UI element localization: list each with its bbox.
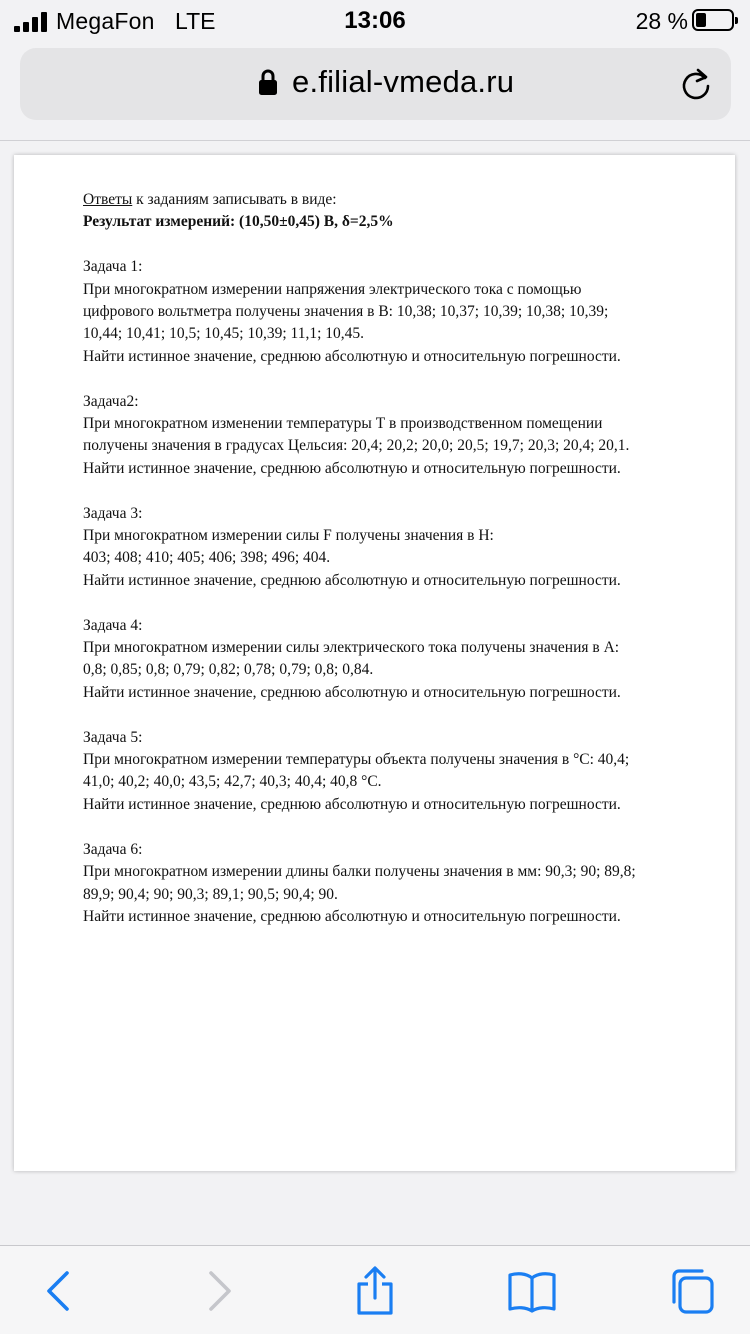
task-block <box>83 615 703 705</box>
task-text-line: Найти истинное значение, среднюю абсолютную и относительную погрешности. <box>83 907 621 925</box>
task-text-line: При многократном измерении напряжения электрического тока с помощью <box>83 280 582 298</box>
status-time: 13:06 <box>344 7 406 34</box>
url-text[interactable]: e.filial-vmeda.ru <box>292 64 515 99</box>
task-text-line: 10,44; 10,41; 10,5; 10,45; 10,39; 11,1; 10,45. <box>83 325 365 343</box>
task-text-line: Найти истинное значение, среднюю абсолютную и относительную погрешности. <box>83 459 621 477</box>
task-title: Задача2: <box>83 392 139 410</box>
battery-icon <box>692 9 734 31</box>
task-block <box>83 256 703 368</box>
intro-underlined: Ответы <box>83 191 133 208</box>
task-text-line: Найти истинное значение, среднюю абсолютную и относительную погрешности. <box>83 795 621 813</box>
task-title: Задача 1: <box>83 258 143 276</box>
top-divider <box>0 140 750 141</box>
carrier-name: MegaFon <box>56 8 155 34</box>
book-icon <box>507 1266 557 1316</box>
bottom-toolbar <box>0 1246 750 1334</box>
intro-format: Результат измерений: (10,50±0,45) В, δ=2,5% <box>83 213 394 231</box>
tabs-button[interactable] <box>666 1266 716 1316</box>
task-block <box>83 727 703 817</box>
paragraph-gap <box>83 704 703 726</box>
chevron-right-icon <box>194 1266 244 1316</box>
status-bar <box>0 0 750 42</box>
task-text-line: При многократном измерении силы электрического тока получены значения в А: <box>83 639 620 657</box>
task-text-line: При многократном измерении температуры объекта получены значения в °С: 40,4; <box>83 751 630 769</box>
task-title: Задача 5: <box>83 728 143 746</box>
task-text-line: 403; 408; 410; 405; 406; 398; 496; 404. <box>83 549 331 567</box>
task-title: Задача 3: <box>83 504 143 522</box>
task-text-line: При многократном измерении силы F получены значения в Н: <box>83 527 494 545</box>
task-text-line: 0,8; 0,85; 0,8; 0,79; 0,82; 0,78; 0,79; 0,8; 0,84. <box>83 661 374 679</box>
task-text-line: получены значения в градусах Цельсия: 20,4; 20,2; 20,0; 20,5; 19,7; 20,3; 20,4; 20,1. <box>83 437 630 455</box>
task-text-line: Найти истинное значение, среднюю абсолютную и относительную погрешности. <box>83 347 621 365</box>
battery-fill <box>696 13 706 27</box>
document-content <box>83 189 703 928</box>
task-text-line: 89,9; 90,4; 90; 90,3; 89,1; 90,5; 90,4; 90. <box>83 885 338 903</box>
task-list <box>83 234 703 929</box>
task-text-line: 41,0; 40,2; 40,0; 43,5; 42,7; 40,3; 40,4; 40,8 °С. <box>83 773 382 791</box>
document-page[interactable] <box>14 155 735 1171</box>
forward-button[interactable] <box>194 1266 244 1316</box>
paragraph-gap <box>83 592 703 614</box>
battery-percent: 28 % <box>635 8 688 34</box>
lock-icon <box>258 68 278 96</box>
share-button[interactable] <box>350 1266 400 1316</box>
intro-rest: к заданиям записывать в виде: <box>132 191 337 208</box>
paragraph-gap <box>83 234 703 256</box>
task-text-line: Найти истинное значение, среднюю абсолютную и относительную погрешности. <box>83 683 621 701</box>
task-block <box>83 503 703 593</box>
task-text-line: цифрового вольтметра получены значения в В: 10,38; 10,37; 10,39; 10,38; 10,39; <box>83 303 609 321</box>
share-icon <box>350 1266 400 1316</box>
back-button[interactable] <box>34 1266 84 1316</box>
task-block <box>83 391 703 481</box>
task-title: Задача 6: <box>83 840 143 858</box>
chevron-left-icon <box>34 1266 84 1316</box>
task-text-line: При многократном изменении температуры Т в производственном помещении <box>83 415 603 433</box>
intro-line <box>83 189 703 211</box>
address-bar[interactable] <box>20 48 731 120</box>
task-title: Задача 4: <box>83 616 143 634</box>
task-text-line: При многократном измерении длины балки получены значения в мм: 90,3; 90; 89,8; <box>83 863 636 881</box>
paragraph-gap <box>83 480 703 502</box>
task-block <box>83 839 703 929</box>
bookmarks-button[interactable] <box>507 1266 557 1316</box>
paragraph-gap <box>83 368 703 390</box>
network-type: LTE <box>175 8 216 34</box>
reload-icon[interactable] <box>679 66 713 102</box>
task-text-line: Найти истинное значение, среднюю абсолютную и относительную погрешности. <box>83 571 621 589</box>
paragraph-gap <box>83 816 703 838</box>
tabs-icon <box>666 1266 716 1316</box>
